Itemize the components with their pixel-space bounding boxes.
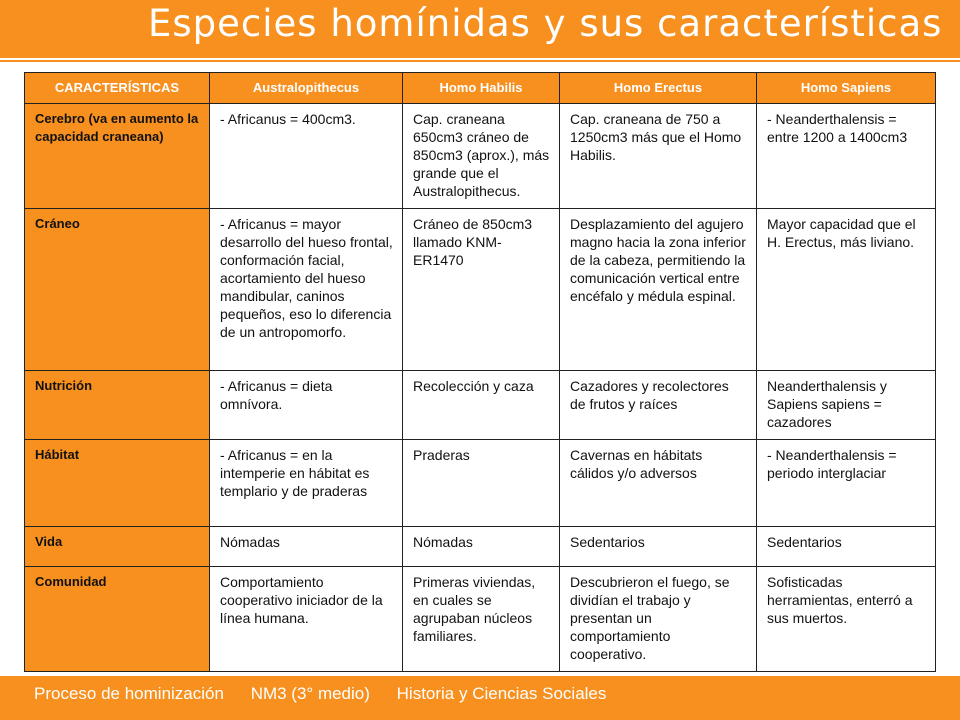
table-cell: Nómadas <box>403 527 560 567</box>
footer-topic: Proceso de hominización <box>34 684 224 703</box>
table-cell: - Africanus = 400cm3. <box>210 104 403 209</box>
table-cell: Primeras viviendas, en cuales se agrupaban núcleos familiares. <box>403 567 560 672</box>
column-header: Homo Sapiens <box>757 73 936 104</box>
row-label: Vida <box>25 527 210 567</box>
column-header: CARACTERÍSTICAS <box>25 73 210 104</box>
table-cell: Cazadores y recolectores de frutos y raíces <box>560 371 757 440</box>
column-header: Homo Habilis <box>403 73 560 104</box>
row-label: Nutrición <box>25 371 210 440</box>
table-cell: Cap. craneana 650cm3 cráneo de 850cm3 (aprox.), más grande que el Australopithecus. <box>403 104 560 209</box>
table-cell: Sedentarios <box>757 527 936 567</box>
row-label: Cerebro (va en aumento la capacidad craneana) <box>25 104 210 209</box>
table-cell: - Africanus = dieta omnívora. <box>210 371 403 440</box>
table-cell: Neanderthalensis y Sapiens sapiens = cazadores <box>757 371 936 440</box>
table-row <box>25 567 936 672</box>
table-row <box>25 104 936 209</box>
table-cell: - Neanderthalensis = entre 1200 a 1400cm3 <box>757 104 936 209</box>
table-cell: Mayor capacidad que el H. Erectus, más liviano. <box>757 209 936 371</box>
title-divider <box>0 60 960 62</box>
footer-level: NM3 (3° medio) <box>250 684 370 703</box>
table-cell: - Neanderthalensis = periodo interglaciar <box>757 440 936 527</box>
table-cell: Descubrieron el fuego, se dividían el trabajo y presentan un comportamiento cooperativo. <box>560 567 757 672</box>
footer <box>34 684 628 704</box>
column-header: Australopithecus <box>210 73 403 104</box>
table-cell: Recolección y caza <box>403 371 560 440</box>
table-cell: Cavernas en hábitats cálidos y/o adversos <box>560 440 757 527</box>
table-cell: Desplazamiento del agujero magno hacia la zona inferior de la cabeza, permitiendo la comunicación vertical entre encéfalo y médula espinal. <box>560 209 757 371</box>
table-cell: Cap. craneana de 750 a 1250cm3 más que el Homo Habilis. <box>560 104 757 209</box>
footer-subject: Historia y Ciencias Sociales <box>396 684 607 703</box>
row-label: Comunidad <box>25 567 210 672</box>
table-row <box>25 527 936 567</box>
table-cell: Praderas <box>403 440 560 527</box>
table-row <box>25 209 936 371</box>
row-label: Hábitat <box>25 440 210 527</box>
column-header: Homo Erectus <box>560 73 757 104</box>
table-header-row <box>25 73 936 104</box>
slide-title: Especies homínidas y sus características <box>148 2 943 45</box>
table-cell: Cráneo de 850cm3 llamado KNM-ER1470 <box>403 209 560 371</box>
table-row <box>25 440 936 527</box>
table-cell: - Africanus = mayor desarrollo del hueso frontal, conformación facial, acortamiento del hueso mandibular, caninos pequeños, eso lo diferencia de un antropomorfo. <box>210 209 403 371</box>
table-cell: Nómadas <box>210 527 403 567</box>
species-table <box>24 72 936 672</box>
table-row <box>25 371 936 440</box>
row-label: Cráneo <box>25 209 210 371</box>
table-cell: - Africanus = en la intemperie en hábitat es templario y de praderas <box>210 440 403 527</box>
table-cell: Sedentarios <box>560 527 757 567</box>
table-cell: Sofisticadas herramientas, enterró a sus muertos. <box>757 567 936 672</box>
table-cell: Comportamiento cooperativo iniciador de la línea humana. <box>210 567 403 672</box>
